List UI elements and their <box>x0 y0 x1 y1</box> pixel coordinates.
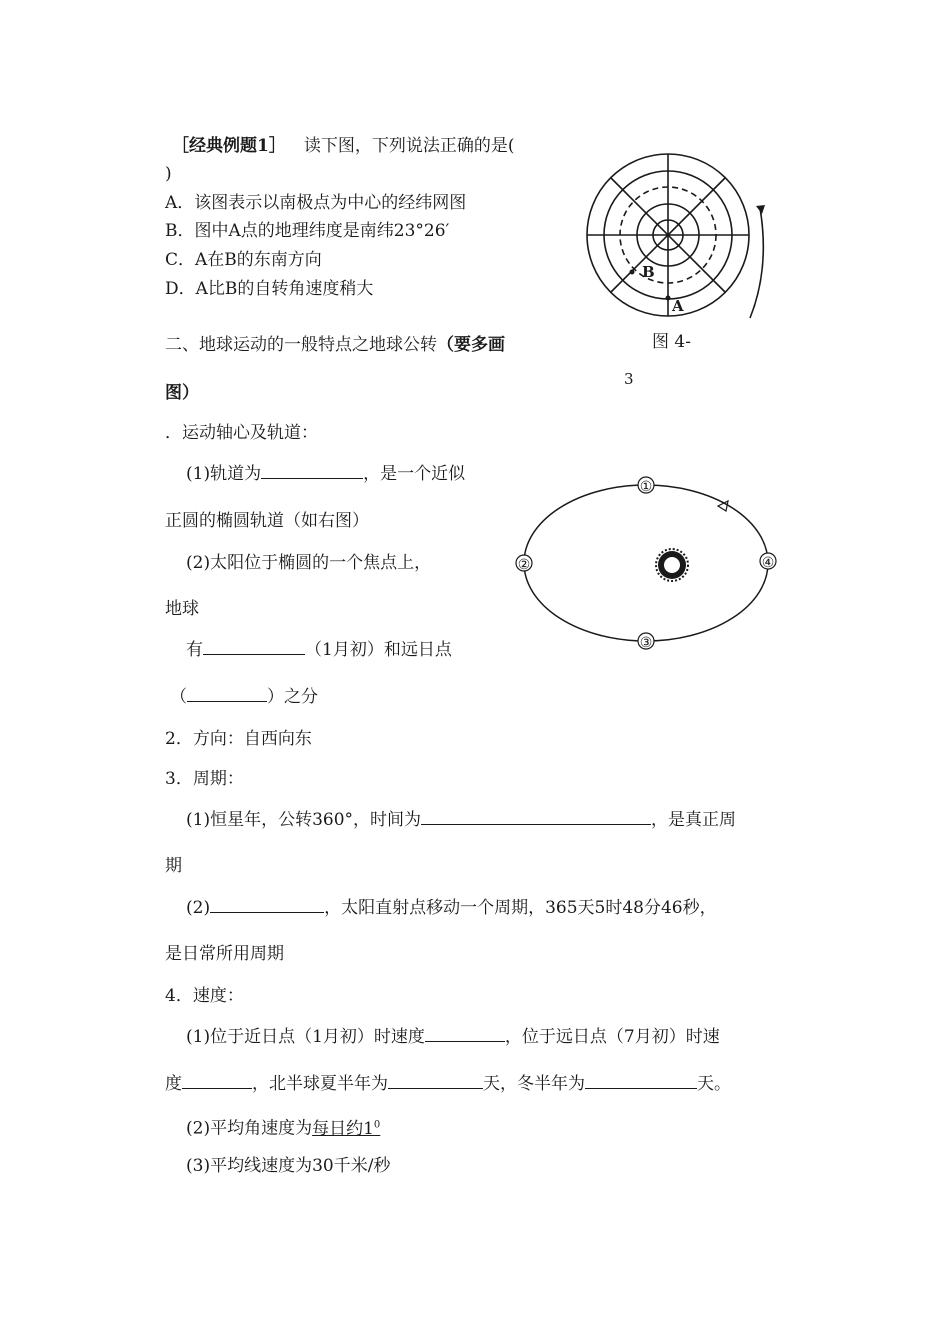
sidereal-line <box>186 809 736 831</box>
perihelion-speed-blank[interactable] <box>425 1026 505 1042</box>
orbit-line2: 正圆的椭圆轨道（如右图） <box>165 511 369 531</box>
tropical-line <box>186 897 717 919</box>
aphelion-speed-blank[interactable] <box>182 1073 252 1089</box>
summer-days-blank[interactable] <box>388 1073 483 1089</box>
speed-line2-a: 度 <box>165 1074 182 1094</box>
figure1-caption: 图 4- <box>652 332 691 352</box>
speed-line2-d: 天。 <box>697 1074 731 1094</box>
linear-speed-line: (3)平均线速度为30千米/秒 <box>186 1156 391 1176</box>
figure-label-b: B <box>642 263 655 281</box>
speed-line1-b: ，位于远日点（7月初）时速 <box>504 1027 720 1047</box>
section2-heading-cont: 图） <box>165 383 199 403</box>
sidereal-cont: 期 <box>165 856 182 876</box>
speed-line2-b: ，北半球夏半年为 <box>252 1074 388 1094</box>
section2-heading-main: 二、地球运动的一般特点之地球公转 <box>165 335 437 355</box>
sidereal-blank[interactable] <box>421 809 651 825</box>
angular-speed-value <box>312 1119 380 1139</box>
section2-heading <box>165 334 505 356</box>
tropical-post: ，太阳直射点移动一个周期，365天5时48分46秒， <box>324 898 717 918</box>
angular-speed-line <box>186 1114 380 1140</box>
sidereal-pre: (1)恒星年，公转360°，时间为 <box>186 810 422 830</box>
aphelion-line <box>170 686 318 708</box>
earth-word: 地球 <box>165 599 199 619</box>
option-b: B．图中A点的地理纬度是南纬23°26′ <box>165 221 450 241</box>
speed-line2 <box>165 1073 731 1095</box>
figure-label-a: A <box>672 297 684 315</box>
aphelion-blank[interactable] <box>187 686 267 702</box>
example-question-text: 读下图，下列说法正确的是( <box>303 136 515 156</box>
polar-graticule-figure <box>582 148 772 322</box>
period-title: 3．周期： <box>165 769 244 789</box>
orbit-line-post: ，是一个近似 <box>363 464 466 484</box>
tropical-cont: 是日常所用周期 <box>165 944 284 964</box>
aphelion-open: （ <box>170 687 187 707</box>
position-1: ① <box>639 479 653 495</box>
sun-icon <box>656 549 688 581</box>
example-question-close: ) <box>165 164 172 184</box>
sidereal-post: ，是真正周 <box>651 810 737 830</box>
sun-line: (2)太阳位于椭圆的一个焦点上， <box>186 553 432 573</box>
position-2: ② <box>517 557 531 573</box>
item1-title: ．运动轴心及轨道： <box>165 423 318 443</box>
position-3: ③ <box>639 635 653 651</box>
perihelion-pre: 有 <box>186 640 203 660</box>
example-question <box>172 135 514 157</box>
orbit-figure <box>510 470 790 660</box>
perihelion-line <box>186 639 452 661</box>
option-a: A．该图表示以南极点为中心的经纬网图 <box>165 193 467 213</box>
perihelion-post: （1月初）和远日点 <box>305 640 452 660</box>
orbit-line <box>186 463 465 485</box>
orbit-blank[interactable] <box>261 463 363 479</box>
orbit-line-pre: (1)轨道为 <box>186 464 262 484</box>
speed-title: 4．速度： <box>165 986 244 1006</box>
position-4: ④ <box>761 555 775 571</box>
figure1-caption-cont: 3 <box>624 370 634 388</box>
example-tag: ［经典例题1］ <box>172 136 286 156</box>
tropical-pre: (2) <box>186 898 211 918</box>
angular-speed-sup: 0 <box>373 1119 381 1130</box>
tropical-blank[interactable] <box>210 897 324 913</box>
direction-line: 2．方向：自西向东 <box>165 729 312 749</box>
speed-line1 <box>186 1026 720 1048</box>
aphelion-post: ）之分 <box>267 687 318 707</box>
section2-heading-bold: （要多画 <box>437 335 505 355</box>
angular-speed-val: 每日约1 <box>312 1118 374 1139</box>
option-c: C．A在B的东南方向 <box>165 250 322 270</box>
option-d: D．A比B的自转角速度稍大 <box>165 279 374 299</box>
speed-line1-a: (1)位于近日点（1月初）时速度 <box>186 1027 425 1047</box>
speed-line2-c: 天，冬半年为 <box>483 1074 585 1094</box>
winter-days-blank[interactable] <box>585 1073 697 1089</box>
angular-speed-pre: (2)平均角速度为 <box>186 1118 313 1139</box>
perihelion-blank[interactable] <box>203 639 305 655</box>
